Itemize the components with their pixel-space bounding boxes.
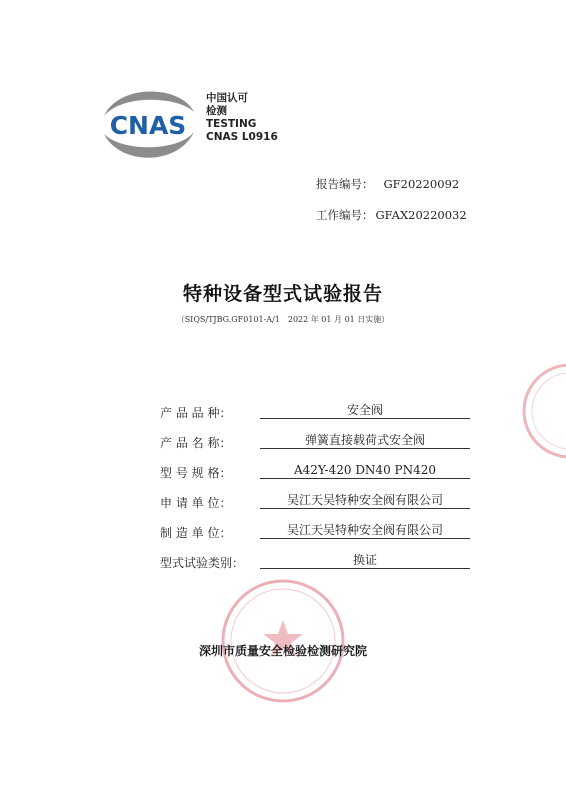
field-model-spec	[160, 460, 480, 490]
field-label: 产 品 品 种：	[160, 406, 232, 420]
field-label: 型式试验类别：	[160, 556, 245, 570]
field-label: 型 号 规 格：	[160, 466, 232, 480]
work-number-value: GFAX20220032	[375, 208, 467, 222]
report-title: 特种设备型式试验报告	[182, 283, 383, 305]
field-value: 换证	[260, 552, 470, 569]
field-label: 产 品 名 称：	[160, 436, 232, 450]
issuing-organization: 深圳市质量安全检验检测研究院	[198, 644, 367, 658]
field-product-type	[160, 400, 480, 430]
report-number-value: GF20220092	[383, 177, 460, 191]
field-value: 吴江天吴特种安全阀有限公司	[260, 522, 470, 539]
field-applicant	[160, 490, 480, 520]
field-product-name	[160, 430, 480, 460]
field-value: A42Y-420 DN40 PN420	[260, 462, 470, 479]
cert-line-cn-accredited: 中国认可	[206, 92, 248, 104]
field-value: 安全阀	[260, 402, 470, 419]
report-number	[316, 176, 459, 192]
cert-line-number: CNAS L0916	[206, 131, 278, 143]
field-label: 制 造 单 位：	[160, 526, 232, 540]
field-label: 申 请 单 位：	[160, 496, 232, 510]
field-value: 吴江天吴特种安全阀有限公司	[260, 492, 470, 509]
work-number-label: 工作编号：	[316, 208, 374, 222]
cert-line-testing-en: TESTING	[206, 118, 257, 130]
partial-seal-stamp	[508, 356, 566, 466]
report-subtitle: （SIQS/TJBG.GF0101-A/1 2022 年 01 月 01 日实施）	[176, 315, 390, 324]
work-number	[316, 207, 467, 223]
cert-line-testing-cn: 检测	[206, 105, 227, 117]
cnas-logo	[98, 86, 198, 162]
report-number-label: 报告编号：	[316, 177, 374, 191]
info-fields	[160, 400, 480, 580]
certification-block	[206, 92, 278, 144]
field-manufacturer	[160, 520, 480, 550]
official-seal-stamp	[218, 576, 348, 706]
logo-text: CNAS	[109, 111, 187, 140]
field-value: 弹簧直接载荷式安全阀	[260, 432, 470, 449]
